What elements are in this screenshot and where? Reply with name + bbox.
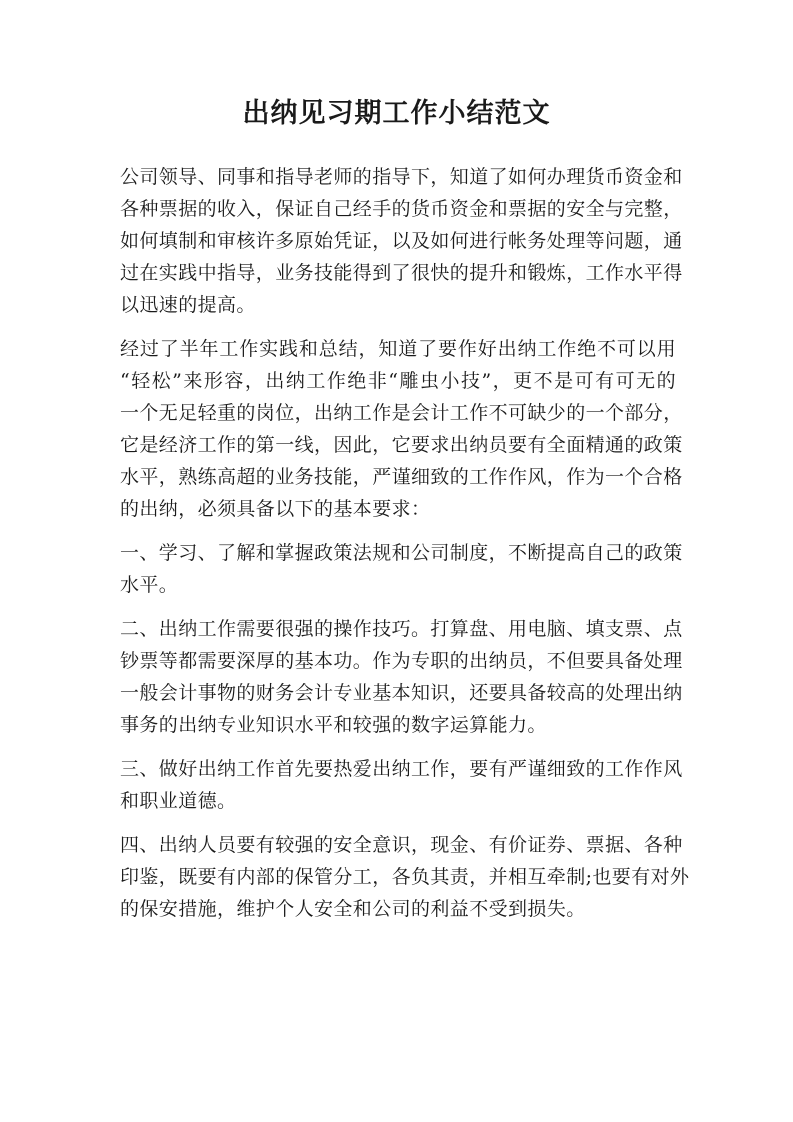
paragraph-6 xyxy=(120,829,690,925)
paragraph-1 xyxy=(120,161,683,321)
paragraph-line: 事务的出纳专业知识水平和较强的数字运算能力。 xyxy=(120,714,547,736)
paragraph-line: 钞票等都需要深厚的基本功。作为专职的出纳员，不但要具备处理 xyxy=(120,650,683,672)
paragraph-line: 水平。 xyxy=(120,574,179,596)
paragraph-line: 的保安措施，维护个人安全和公司的利益不受到损失。 xyxy=(120,898,586,920)
paragraph-line: 一、学习、了解和掌握政策法规和公司制度，不断提高自己的政策 xyxy=(120,542,683,564)
paragraph-line: 和职业道德。 xyxy=(120,790,237,812)
paragraph-line: 过在实践中指导，业务技能得到了很快的提升和锻炼，工作水平得 xyxy=(120,262,683,284)
paragraph-line: 水平，熟练高超的业务技能，严谨细致的工作作风，作为一个合格 xyxy=(120,466,683,488)
paragraph-line: 二、出纳工作需要很强的操作技巧。打算盘、用电脑、填支票、点 xyxy=(120,618,683,640)
paragraph-line: 以迅速的提高。 xyxy=(120,294,256,316)
paragraph-line: 的出纳，必须具备以下的基本要求： xyxy=(120,498,431,520)
paragraph-line: “轻松”来形容，出纳工作绝非“雕虫小技”，更不是可有可无的 xyxy=(120,370,676,392)
paragraph-2 xyxy=(120,333,683,525)
paragraph-5 xyxy=(120,753,683,817)
paragraph-line: 一个无足轻重的岗位，出纳工作是会计工作不可缺少的一个部分， xyxy=(120,402,683,424)
paragraph-line: 四、出纳人员要有较强的安全意识，现金、有价证券、票据、各种 xyxy=(120,834,683,856)
paragraph-line: 经过了半年工作实践和总结，知道了要作好出纳工作绝不可以用 xyxy=(120,338,676,360)
paragraph-line: 各种票据的收入，保证自己经手的货币资金和票据的安全与完整， xyxy=(120,198,683,220)
paragraph-3 xyxy=(120,537,683,601)
paragraph-4 xyxy=(120,613,683,741)
paragraph-line: 公司领导、同事和指导老师的指导下，知道了如何办理货币资金和 xyxy=(120,166,683,188)
paragraph-line: 它是经济工作的第一线，因此，它要求出纳员要有全面精通的政策 xyxy=(120,434,683,456)
paragraph-line: 如何填制和审核许多原始凭证，以及如何进行帐务处理等问题，通 xyxy=(120,230,683,252)
paragraph-line: 印鉴，既要有内部的保管分工，各负其责，并相互牵制;也要有对外 xyxy=(120,866,690,888)
paragraph-line: 三、做好出纳工作首先要热爱出纳工作，要有严谨细致的工作作风 xyxy=(120,758,683,780)
paragraph-line: 一般会计事物的财务会计专业基本知识，还要具备较高的处理出纳 xyxy=(120,682,683,704)
document-body xyxy=(120,161,690,937)
document-title: 出纳见习期工作小结范文 xyxy=(242,98,551,129)
